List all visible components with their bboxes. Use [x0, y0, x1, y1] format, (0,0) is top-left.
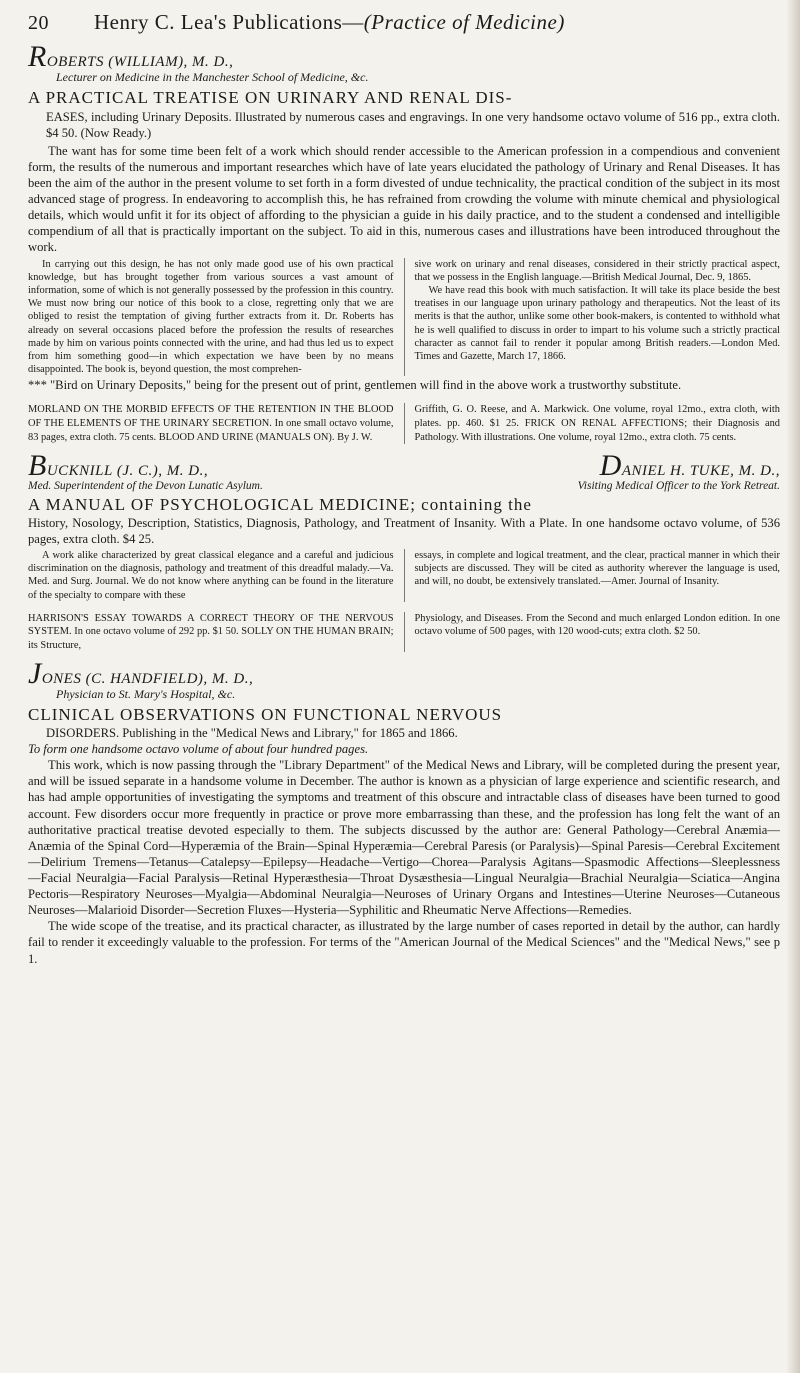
jones-format: To form one handsome octavo volume of about four hundred pages.: [28, 742, 369, 757]
small-ad-left: MORLAND ON THE MORBID EFFECTS OF THE RETENTION IN THE BLOOD OF THE ELEMENTS OF THE URINARY SECRETION. In one small octavo volume, 83 pages, extra cloth. 75 cents. BLOOD AND URINE (MANUALS ON). By J. W.: [28, 404, 394, 443]
roberts-blurb: EASES, including Urinary Deposits. Illustrated by numerous cases and engravings. In one very handsome octavo volume of 516 pp., extra cloth. $4 50. (Now Ready.): [46, 109, 780, 140]
roberts-description: The want has for some time been felt of a work which should render accessible to the American profession in a compendious and convenient form, the results of the numerous and important researches which have of late years elucidated the pathology of Urinary and Renal Diseases. It has been the aim of the author in the present volume to set forth in a form divested of undue technicality, the practical condition of the subject in its most advanced stage of progress. In endeavoring to accomplish this, he has refrained from crowding the volume with minute chemical and physiological details, which would unfit it for its object of affording to the physician a guide in his daily practice, and to the student a condensed and intelligible compendium of all that is practically important on the subject. To aid in this, numerous cases and illustrations have been introduced throughout the work.: [28, 143, 780, 254]
solly-ad: Physiology, and Diseases. From the Second and much enlarged London edition. In one octavo volume of 500 pages, with 120 wood-cuts; extra cloth. $2 50.: [414, 612, 780, 638]
roberts-review-left: In carrying out this design, he has not only made good use of his own practical knowledge, but has brought together from various sources a vast amount of information, some of which is not generally possessed by the profession in this country. We must now bring our notice of this book to a close, regretting only that we are obliged to resist the temptation of giving further extracts from it. Dr. Roberts has already on several occasions placed before the profession the results of researches made by him on various points connected with the urine, and had thus led us to expect from him something good—in which expectation we have been by no means disappointed. The book is, beyond question, the most comprehen-: [28, 258, 394, 376]
bucknill-review-left: A work alike characterized by great classical elegance and a careful and judicious discrimination on the diagnosis, pathology and treatment of this dreadful malady.—Va. Med. and Surg. Journal. We do not know where anything can be found in the literature of the specialty to compare with these: [28, 549, 394, 601]
roberts-headline: A PRACTICAL TREATISE ON URINARY AND RENAL DIS-: [28, 88, 513, 107]
column-divider: [404, 258, 405, 377]
bucknill-tuke-authors: BUCKNILL (J. C.), M. D., DANIEL H. TUKE, M. D.,: [28, 449, 780, 483]
bucknill-tuke-subtitles: Med. Superintendent of the Devon Lunatic Asylum. Visiting Medical Officer to the York Retreat.: [28, 480, 780, 493]
bucknill-review-right: essays, in complete and logical treatment, and the clear, practical manner in which their subjects are discussed. They will be cited as authority wherever the language is used, and will, no doubt, be extensively translated.—Amer. Journal of Insanity.: [414, 549, 780, 588]
roberts-review-right-1: sive work on urinary and renal diseases, considered in their strictly practical aspect, that we possess in the English language.—British Medical Journal, Dec. 9, 1865.: [414, 258, 780, 283]
column-divider: [404, 612, 405, 653]
bucknill-reviews: [28, 549, 780, 602]
small-ad-right: Griffith, G. O. Reese, and A. Markwick. One volume, royal 12mo., extra cloth, with plates. pp. 460. $1 25. FRICK ON RENAL AFFECTIONS; their Diagnosis and Pathology. With illustrations. One volume, royal 12mo., extra cloth. 75 cents.: [414, 404, 780, 443]
jones-headline: CLINICAL OBSERVATIONS ON FUNCTIONAL NERVOUS: [28, 705, 503, 725]
bird-note: *** "Bird on Urinary Deposits," being for the present out of print, gentlemen will find in the above work a trustworthy substitute.: [28, 378, 682, 393]
column-divider: [404, 549, 405, 602]
nervous-small-ads: [28, 612, 780, 653]
jones-blurb: DISORDERS. Publishing in the "Medical News and Library," for 1865 and 1866.: [46, 725, 458, 740]
jones-author: JONES (C. HANDFIELD), M. D.,: [28, 657, 254, 691]
roberts-author: ROBERTS (WILLIAM), M. D.,: [28, 40, 234, 73]
page-edge-shadow: [786, 0, 800, 1373]
roberts-review-right-2: We have read this book with much satisfaction. It will take its place beside the best treatises in our language upon urinary pathology and therapeutics. Not the least of its merits is that the author, unlike some other book-makers, is contented to withhold what he is well qualified to discuss in order to impart to his volume such a strictly practical character as cannot fail to render it popular among British readers.—London Med. Times and Gazette, March 17, 1866.: [414, 284, 780, 362]
roberts-subtitle: Lecturer on Medicine in the Manchester School of Medicine, &c.: [56, 70, 369, 84]
page-number: 20: [28, 12, 49, 34]
jones-subtitle: Physician to St. Mary's Hospital, &c.: [56, 687, 236, 702]
running-title: Henry C. Lea's Publications—(Practice of Medicine): [94, 10, 565, 34]
catalog-page: [28, 10, 780, 967]
jones-closing: The wide scope of the treatise, and its practical character, as illustrated by the large number of cases reported in detail by the author, can hardly fail to render it exceedingly valuable to the profession. For terms of the "American Journal of the Medical Sciences" and the "Medical News," see p 1.: [28, 919, 780, 966]
urinary-small-ads: [28, 403, 780, 444]
column-divider: [404, 403, 405, 444]
roberts-reviews: [28, 258, 780, 377]
running-head: [28, 10, 780, 35]
harrison-ad: HARRISON'S ESSAY TOWARDS A CORRECT THEORY OF THE NERVOUS SYSTEM. In one octavo volume of 292 pp. $1 50. SOLLY ON THE HUMAN BRAIN; its Structure,: [28, 612, 394, 651]
jones-description: This work, which is now passing through the "Library Department" of the Medical News and Library, will be completed during the present year, and will be issued separate in a handsome volume in December. The author is known as a physician of large experience and scientific research, and has had ample opportunities of investigating the symptoms and treatment of this obscure and intractable class of diseases have been turned to good account. Few disorders occur more frequently in practice or prove more embarrassing than these, and the profession has long felt the want of an authoritative practical treatise devoted especially to them. The subjects discussed by the author are: General Pathology—Cerebral Anæmia—Anæmia of the Spinal Cord—Hyperæmia of the Brain—Spinal Hyperæmia—Cerebral Paresis (or Paralysis)—Spinal Paresis—Cerebral Excitement—Delirium Tremens—Tetanus—Catalepsy—Epilepsy—Headache—Vertigo—Chorea—Paralysis Agitans—Spasmodic Affections—Sleeplessness—Facial Neuralgia—Facial Paralysis—Retinal Hyperæsthesia—Throat Dysæsthesia—Lingual Neuralgia—Brachial Neuralgia—Sciatica—Angina Pectoris—Respiratory Neuroses—Myalgia—Abdominal Neuralgia—Neuroses of Urinary Organs and Intestines—Uterine Neuroses—Cutaneous Neuroses—Malarioid Disorder—Secretion Fluxes—Hysteria—Syphilitic and Rheumatic Nerve Affections—Remedies.: [28, 758, 780, 918]
bucknill-headline: A MANUAL OF PSYCHOLOGICAL MEDICINE; containing the: [28, 495, 532, 515]
bucknill-blurb: History, Nosology, Description, Statistics, Diagnosis, Pathology, and Treatment of Insanity. With a Plate. In one handsome octavo volume, of 536 pages, extra cloth. $4 25.: [28, 515, 780, 546]
